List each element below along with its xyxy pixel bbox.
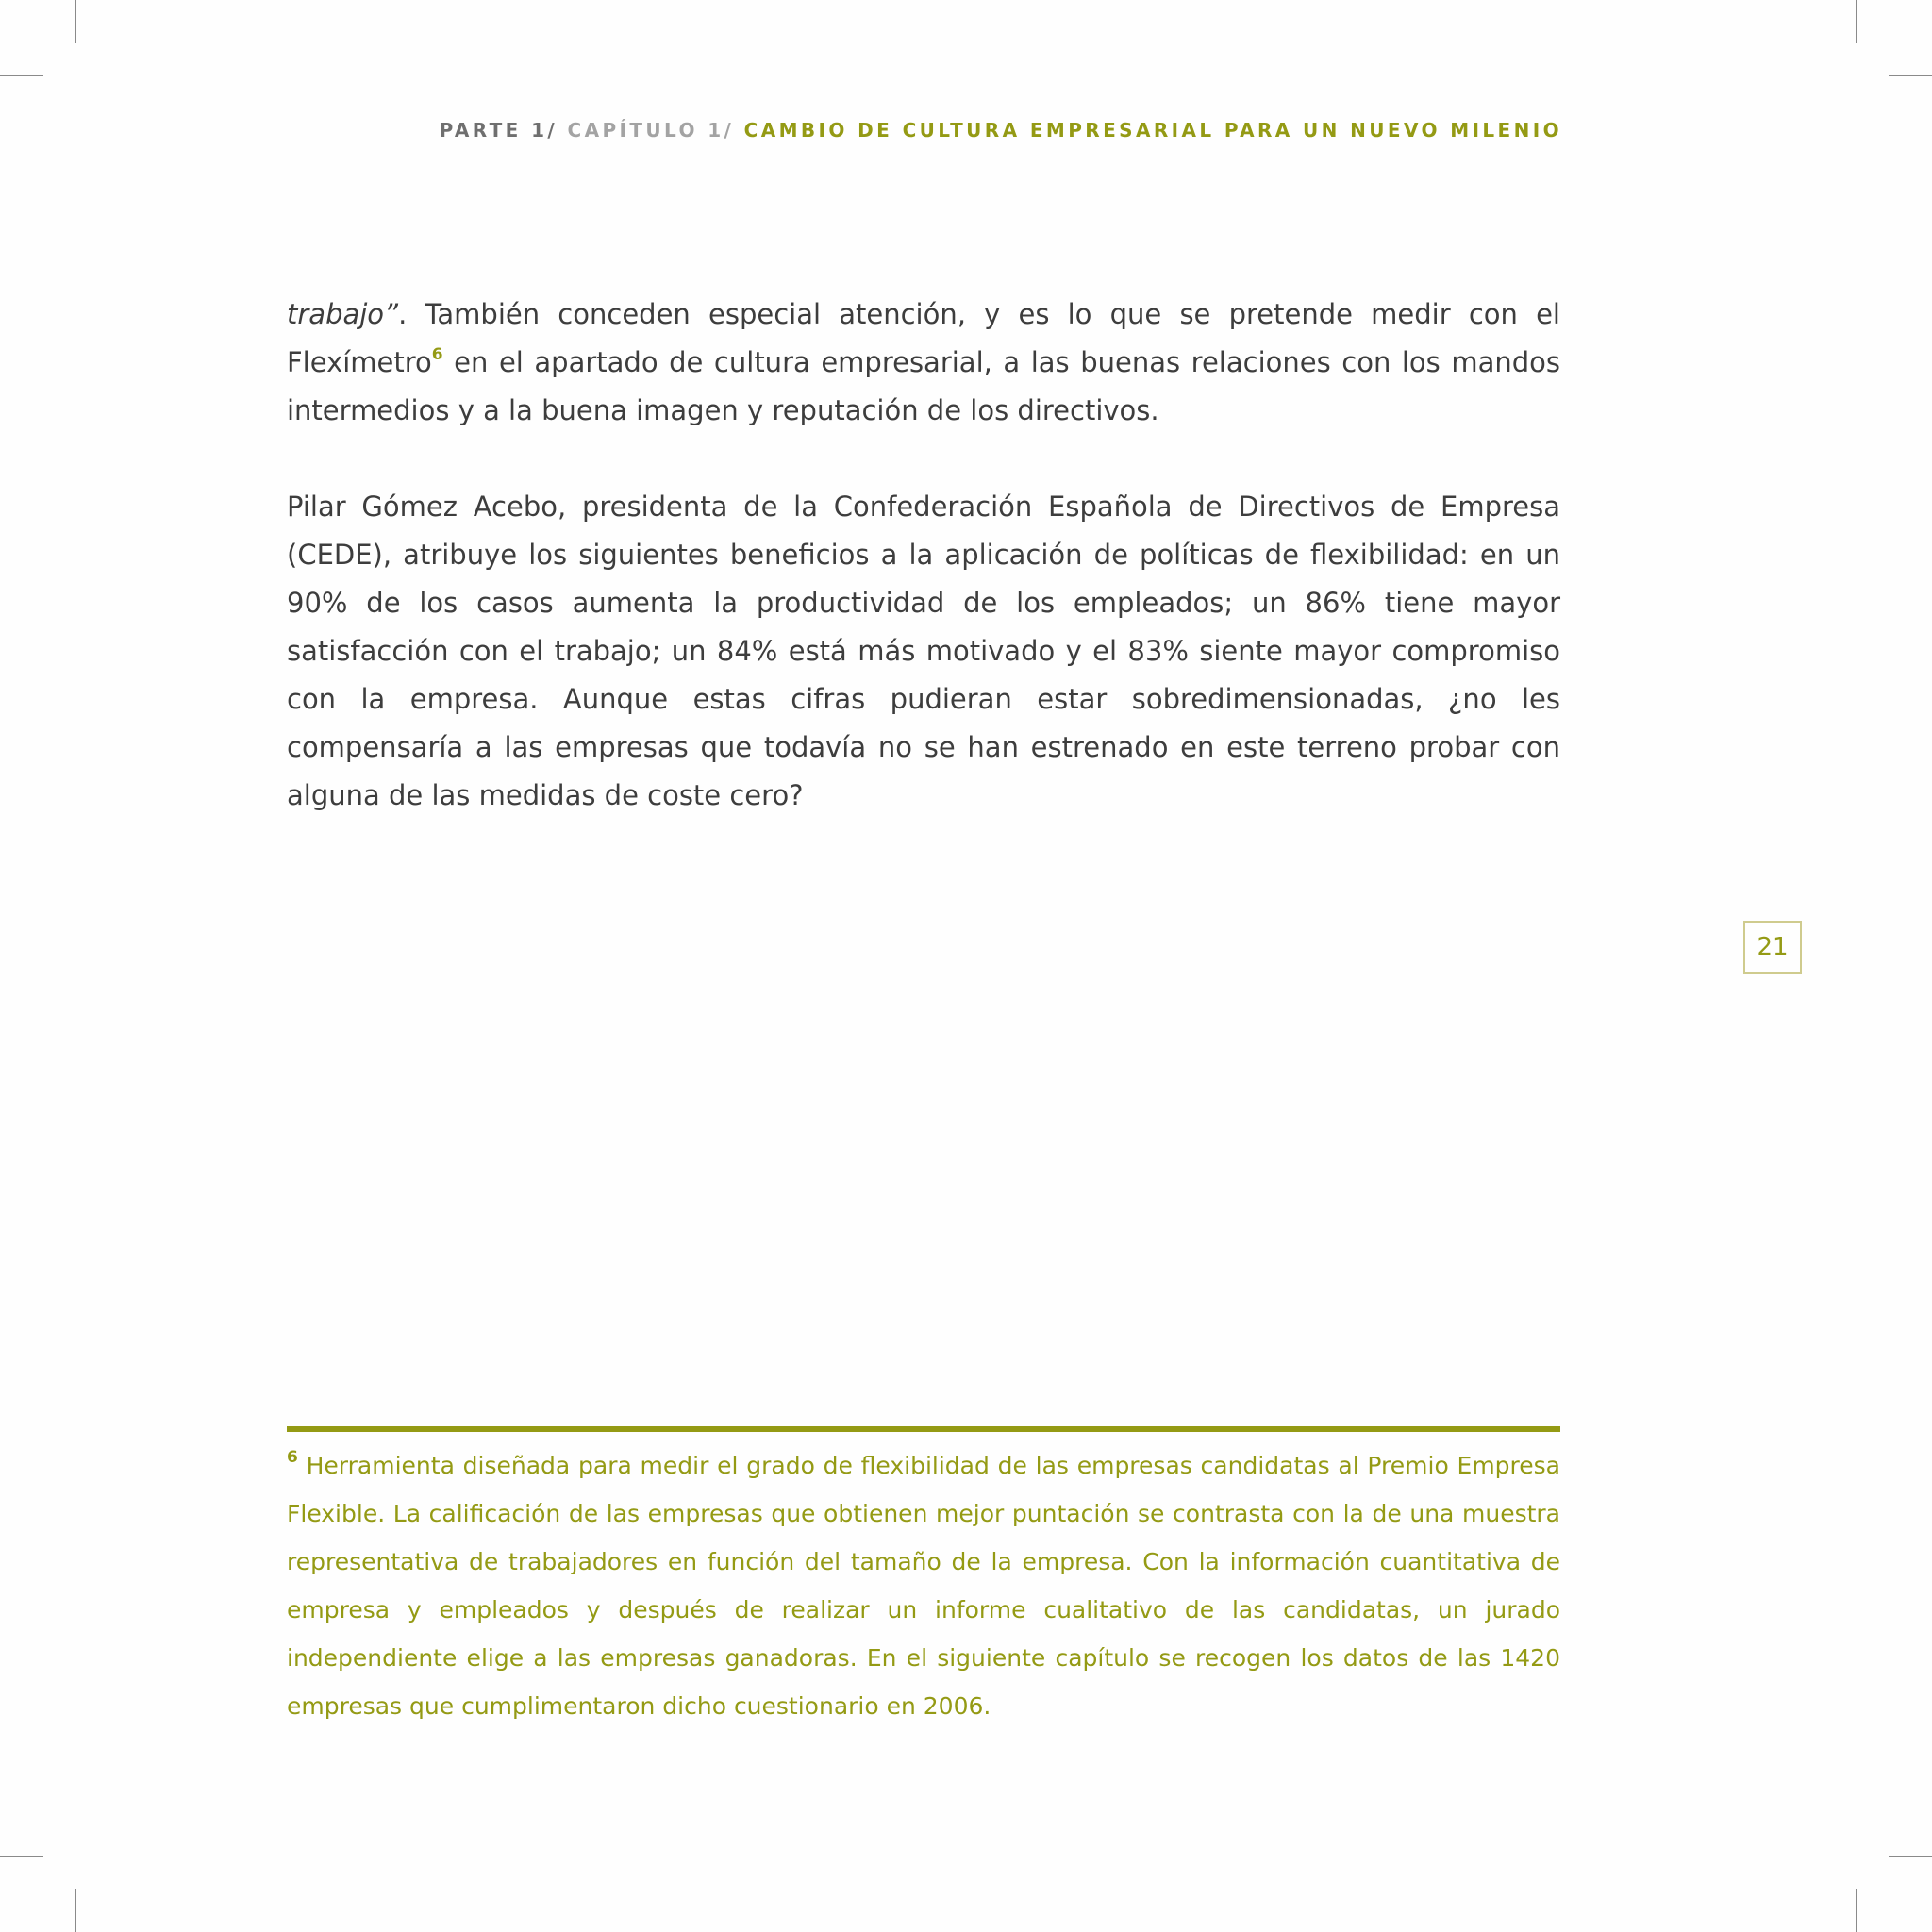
page-number: [1743, 921, 1802, 974]
footnote-reference[interactable]: 6: [431, 345, 443, 364]
paragraph-1-text: . También conceden especial atención, y es lo que se pretende medir con el Flexímetro: [287, 298, 1560, 378]
crop-mark: [1889, 1856, 1932, 1857]
header-part: PARTE 1/: [439, 119, 558, 142]
crop-mark: [75, 0, 76, 43]
crop-mark: [0, 1856, 43, 1857]
footnote: [287, 1441, 1560, 1730]
crop-mark: [1889, 75, 1932, 76]
footnote-divider: [287, 1426, 1560, 1432]
header-title: CAMBIO DE CULTURA EMPRESARIAL PARA UN NUEVO MILENIO: [743, 119, 1562, 142]
footnote-mark: 6: [287, 1448, 298, 1467]
body-text: [287, 291, 1560, 868]
running-header: [283, 119, 1562, 142]
italic-quote: trabajo”: [287, 298, 399, 330]
header-chapter: CAPÍTULO 1/: [567, 119, 735, 142]
crop-mark: [1856, 1889, 1857, 1932]
paragraph-1: [287, 291, 1560, 435]
crop-mark: [1856, 0, 1857, 43]
paragraph-2: Pilar Gómez Acebo, presidenta de la Confederación Española de Directivos de Empresa (CEDE), atribuye los siguientes beneficios a la aplicación de políticas de flexibilidad: en un 90% de los casos aumenta la productividad de los empleados; un 86% tiene mayor satisfacción con el trabajo; un 84% está más motivado y el 83% siente mayor compromiso con la empresa. Aunque estas cifras pudieran estar sobredimensionadas, ¿no les compensaría a las empresas que todavía no se han estrenado en este terreno probar con alguna de las medidas de coste cero?: [287, 491, 1560, 811]
crop-mark: [75, 1889, 76, 1932]
footnote-text: Herramienta diseñada para medir el grado de flexibilidad de las empresas candidatas al Premio Empresa Flexible. La calificación de las empresas que obtienen mejor puntación se contrasta con la de una muestra representativa de trabajadores en función del tamaño de la empresa. Con la información cuantitativa de empresa y empleados y después de realizar un informe cualitativo de las candidatas, un jurado independiente elige a las empresas ganadoras. En el siguiente capítulo se recogen los datos de las 1420 empresas que cumplimentaron dicho cuestionario en 2006.: [287, 1452, 1561, 1720]
paragraph-1-continuation: en el apartado de cultura empresarial, a las buenas relaciones con los mandos intermedios y a la buena imagen y reputación de los directivos.: [287, 346, 1560, 426]
page-number-value: 21: [1757, 933, 1789, 961]
crop-mark: [0, 75, 43, 76]
